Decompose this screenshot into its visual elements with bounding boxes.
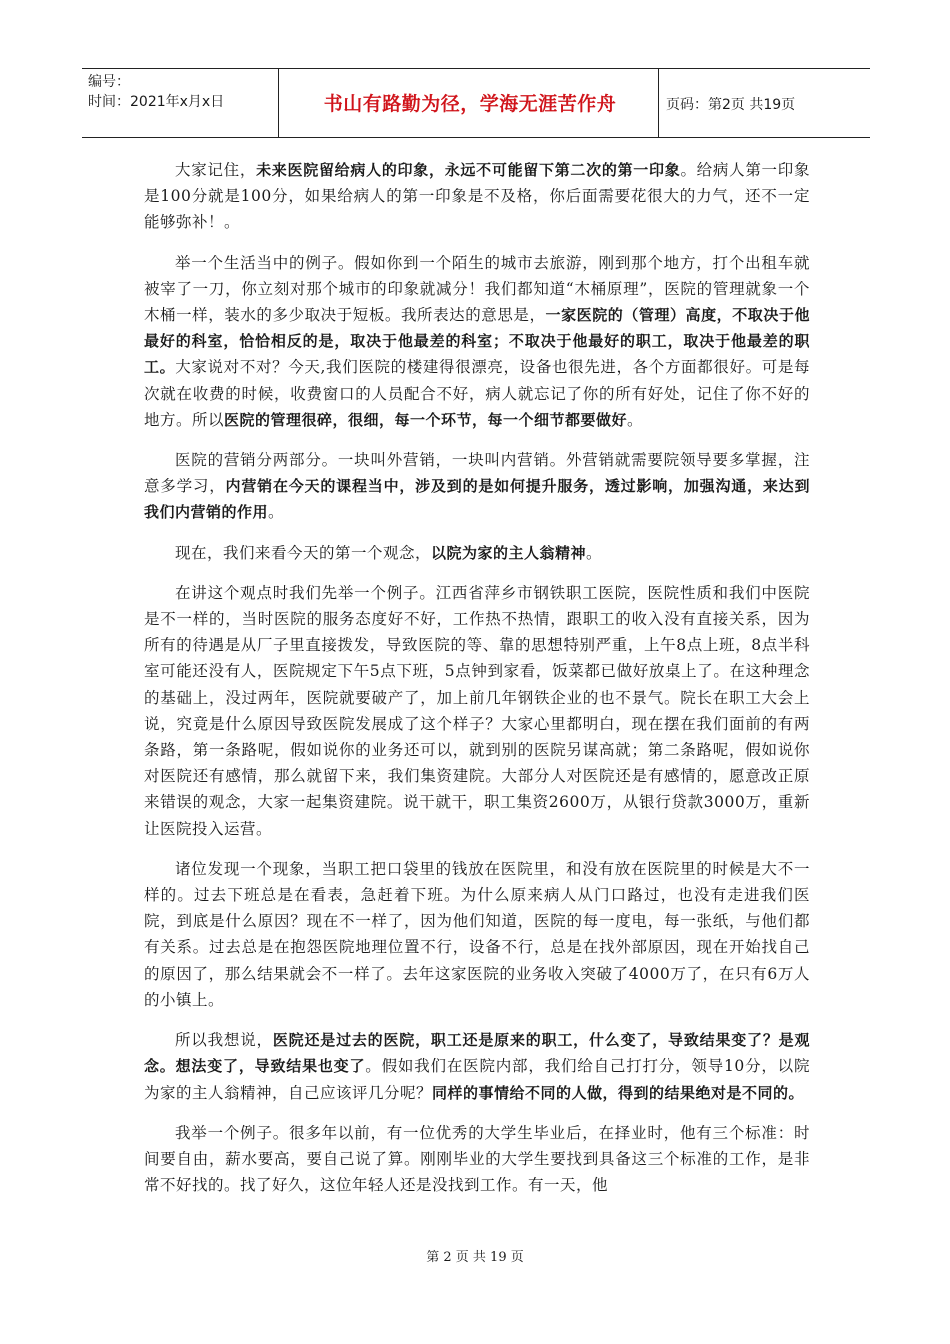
bold-run: 医院还是过去的医院，职工还是原来的职工，什么变了，导致结果变了？是观念。想法变了，导致结果也变了 bbox=[144, 1031, 810, 1076]
text-run: 现在，我们来看今天的第一个观念， bbox=[175, 543, 432, 562]
text-run: 。 bbox=[586, 543, 603, 562]
header-id-label: 编号： bbox=[88, 74, 130, 90]
bold-run: 以院为家的主人翁精神 bbox=[431, 543, 587, 562]
bold-run: 内营销在今天的课程当中，涉及到的是如何提升服务，透过影响，加强沟通，来达到我们内营销的作用 bbox=[144, 477, 810, 522]
text-run: 医院的营销分两部分。一块叫外营销，一块叫内营销。外营销就需要院领导要多掌握，注意多学习， bbox=[144, 451, 810, 496]
text-run: 举一个生活当中的例子。假如你到一个陌生的城市去旅游，刚到那个地方，打个出租车就被宰了一刀，你立刻对那个城市的印象就减分！我们都知道“木桶原理”，医院的管理就象一个木桶一样，装水的多少取决于短板。我所表达的意思是， bbox=[144, 253, 810, 325]
header-meta bbox=[88, 72, 224, 112]
text-run: 在讲这个观点时我们先举一个例子。江西省萍乡市钢铁职工医院，医院性质和我们中医院是不一样的，当时医院的服务态度好不好，工作热不热情，跟职工的收入没有直接关系，因为所有的待遇是从厂子里直接拨发，导致医院的等、靠的思想特别严重，上午8点上班，8点半科室可能还没有人，医院规定下午5点下班，5点钟到家看，饭菜都已做好放桌上了。在这种理念的基础上，没过两年，医院就要破产了，加上前几年钢铁企业的也不景气。院长在职工大会上说，究竟是什么原因导致医院发展成了这个样子？大家心里都明白，现在摆在我们面前的有两条路，第一条路呢，假如说你的业务还可以，就到别的医院另谋高就；第二条路呢，假如说你对医院还有感情，那么就留下来，我们集资建院。大部分人对医院还是有感情的，愿意改正原来错误的观念，大家一起集资建院。说干就干，职工集资2600万，从银行贷款3000万，重新让医院投入运营。 bbox=[144, 583, 810, 838]
bold-run: 同样的事情给不同的人做，得到的结果绝对是不同的。 bbox=[432, 1083, 805, 1102]
text-run: 。 bbox=[627, 410, 644, 429]
paragraph bbox=[144, 580, 810, 842]
paragraph bbox=[144, 157, 810, 236]
header-date: 时间：2021年x月x日 bbox=[88, 94, 225, 110]
paragraph bbox=[144, 447, 810, 526]
bold-run: 医院的管理很碎，很细，每一个环节，每一个细节都要做好 bbox=[224, 410, 628, 429]
text-run: 所以我想说， bbox=[175, 1031, 273, 1050]
text-run: 。给病人第一印象是100分就是100分，如果给病人的第一印象是不及格，你后面需要花很大的力气，还不一定能够弥补！。 bbox=[144, 161, 810, 232]
paragraph bbox=[144, 250, 810, 433]
text-run: 。假如我们在医院内部，我们给自己打打分，领导10分，以院为家的主人翁精神，自己应该评几分呢？ bbox=[144, 1057, 810, 1102]
page-footer: 第 2 页 共 19 页 bbox=[426, 1250, 524, 1265]
paragraph bbox=[144, 856, 810, 1013]
header-motto: 书山有路勤为径，学海无涯苦作舟 bbox=[323, 93, 617, 115]
header-divider-right bbox=[658, 69, 659, 137]
page-header bbox=[82, 68, 870, 138]
paragraph bbox=[144, 1027, 810, 1106]
bold-run: 未来医院留给病人的印象，永远不可能留下第二次的第一印象 bbox=[256, 161, 681, 179]
document-body bbox=[144, 157, 810, 1212]
paragraph bbox=[144, 1120, 810, 1199]
bold-run: 一家医院的（管理）高度，不取决于他最好的科室，恰恰相反的是，取决于他最差的科室；不取决于他最好的职工，取决于他最差的职工。 bbox=[144, 306, 810, 377]
header-page-info: 页码：第2页 共19页 bbox=[666, 97, 796, 113]
text-run: 。 bbox=[268, 503, 285, 522]
text-run: 大家说对不对？今天,我们医院的楼建得很漂亮，设备也很先进，各个方面都很好。可是每次就在收费的时候，收费窗口的人员配合不好，病人就忘记了你的所有好处，记住了你不好的地方。所以 bbox=[144, 358, 810, 429]
text-run: 大家记住， bbox=[175, 161, 257, 179]
text-run: 我举一个例子。很多年以前，有一位优秀的大学生毕业后，在择业时，他有三个标准：时间要自由，薪水要高，要自己说了算。刚刚毕业的大学生要找到具备这三个标准的工作，是非常不好找的。找了好久，这位年轻人还是没找到工作。有一天，他 bbox=[144, 1123, 810, 1195]
text-run: 诸位发现一个现象，当职工把口袋里的钱放在医院里，和没有放在医院里的时候是大不一样的。过去下班总是在看表，急赶着下班。为什么原来病人从门口路过，也没有走进我们医院，到底是什么原因？现在不一样了，因为他们知道，医院的每一度电，每一张纸，与他们都有关系。过去总是在抱怨医院地理位置不行，设备不行，总是在找外部原因，现在开始找自己的原因了，那么结果就会不一样了。去年这家医院的业务收入突破了4000万了，在只有6万人的小镇上。 bbox=[144, 859, 810, 1009]
header-divider-left bbox=[278, 69, 279, 137]
paragraph bbox=[144, 540, 810, 566]
